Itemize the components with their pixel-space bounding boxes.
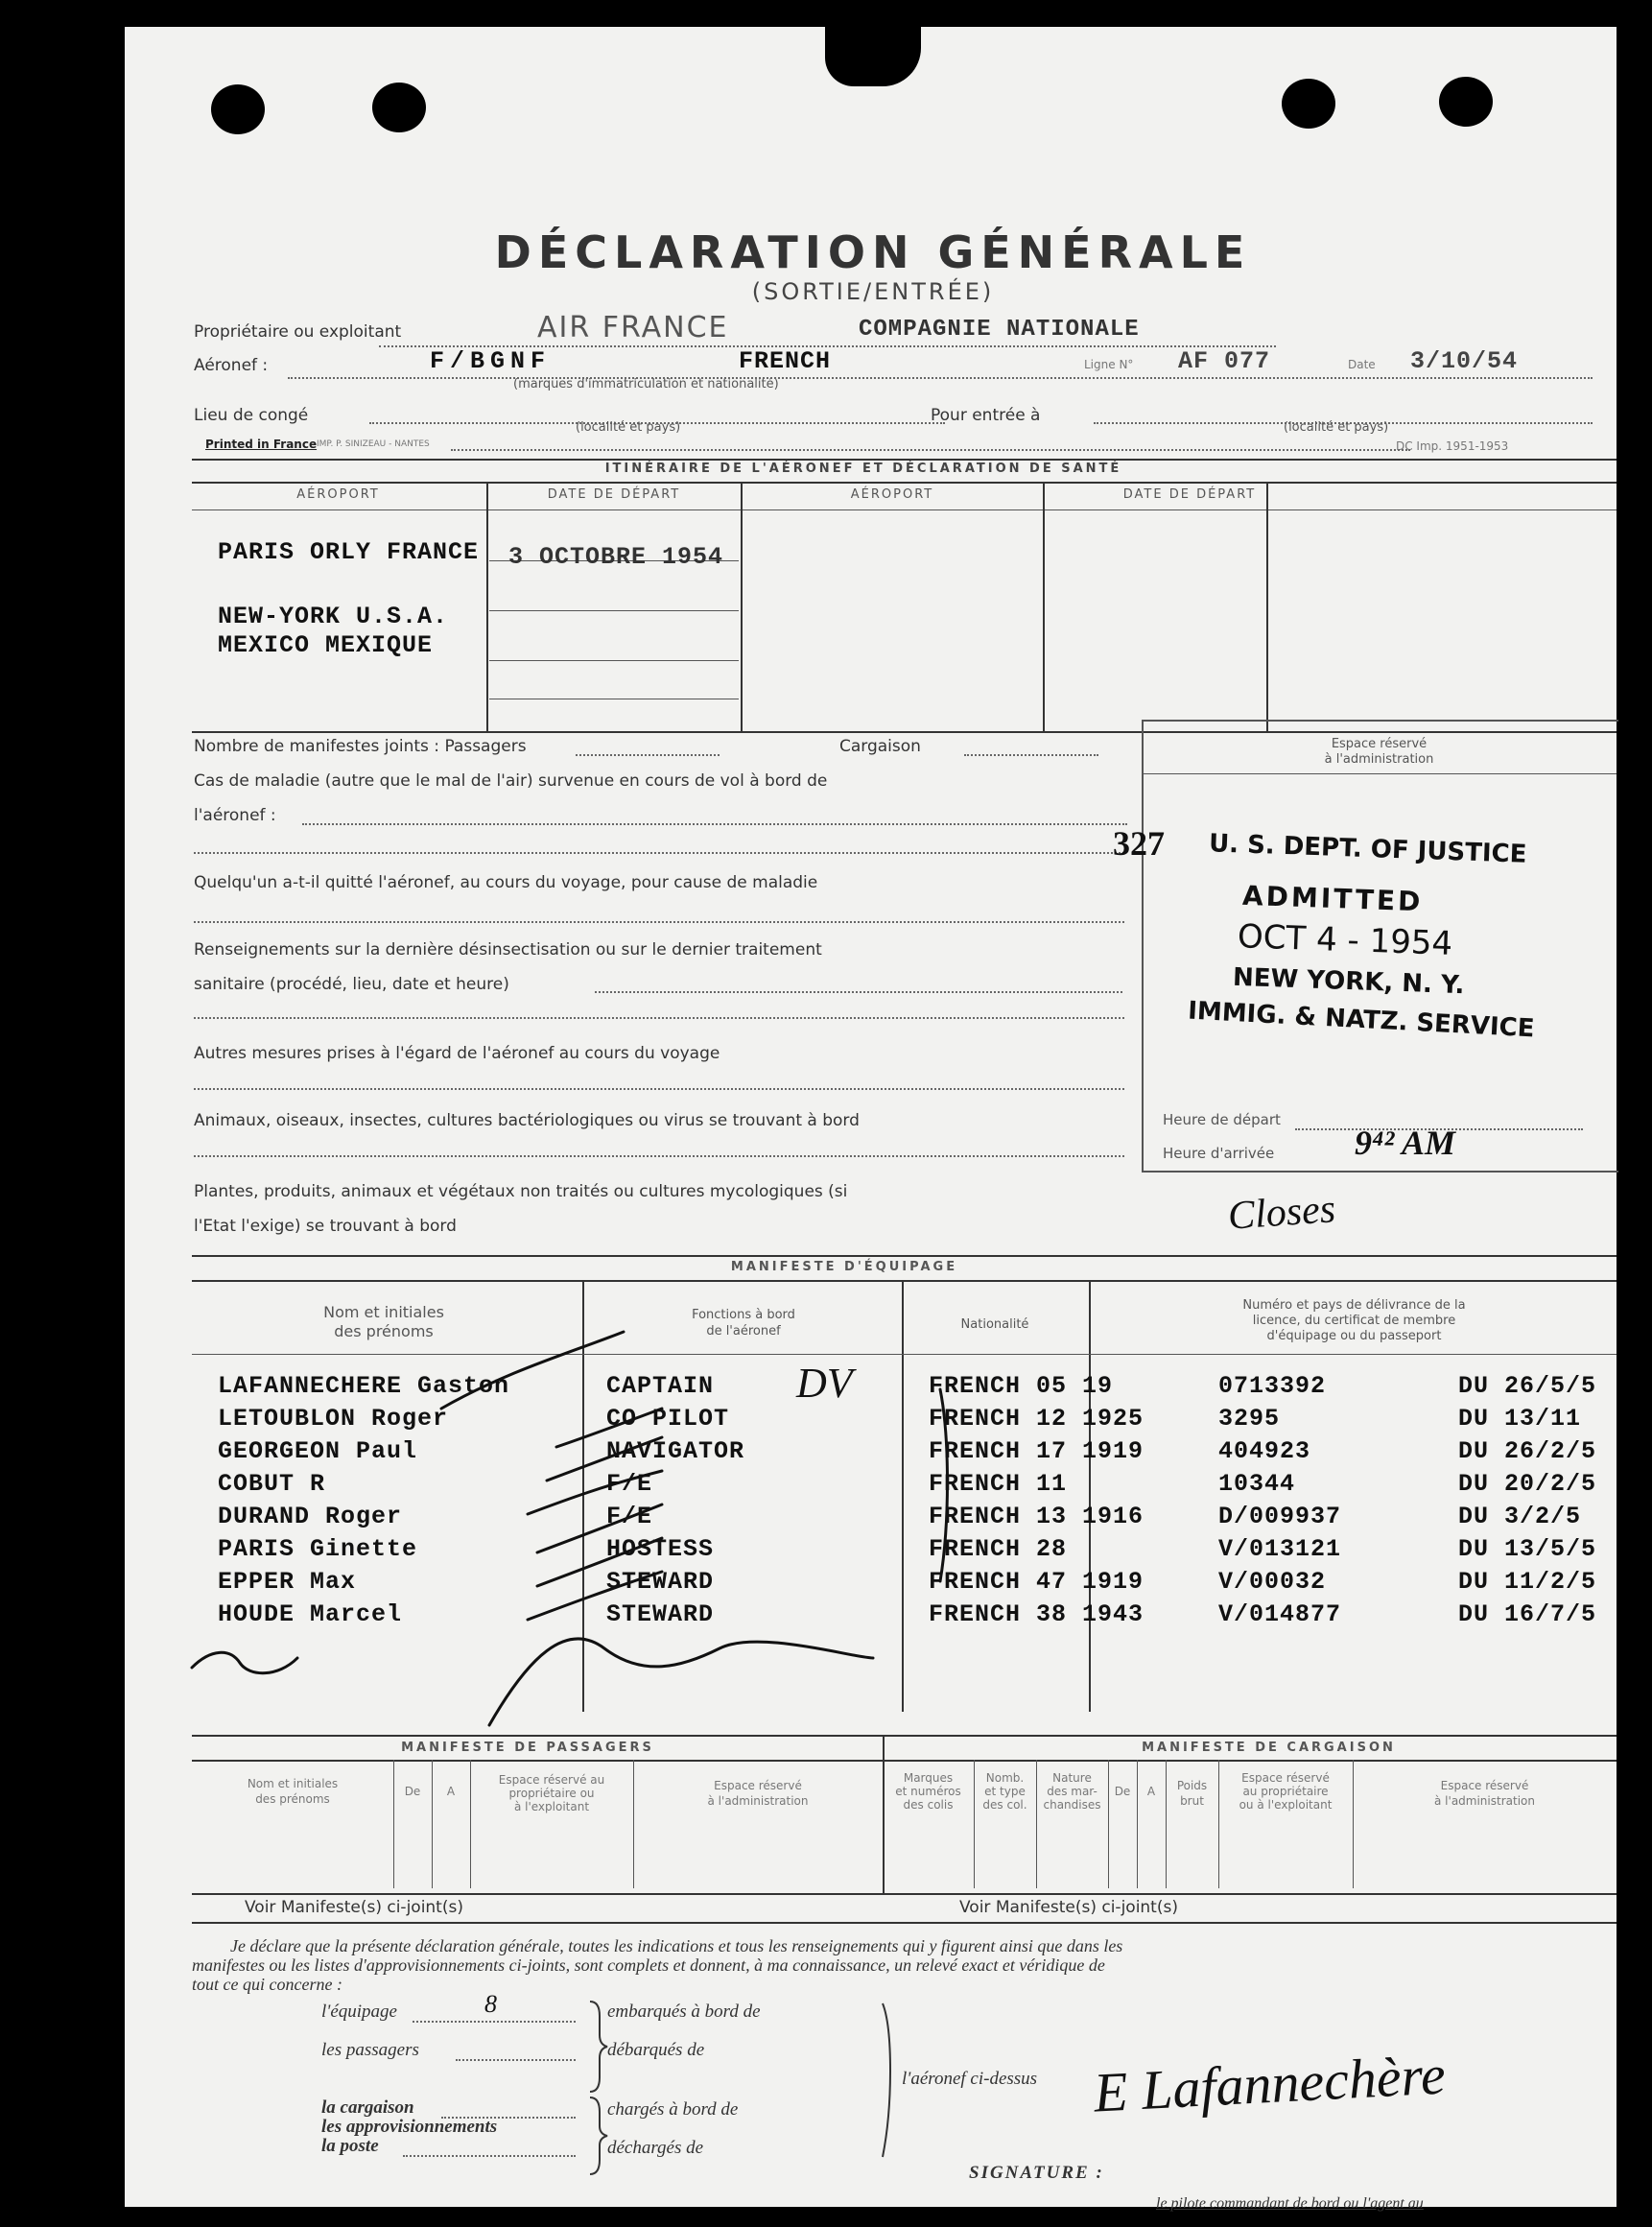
owner-value: AIR FRANCE xyxy=(537,311,729,344)
declaration-line-1: Je déclare que la présente déclaration générale, toutes les indications et tous les renseignements qui y figurent ainsi que dans les xyxy=(230,1936,1123,1955)
cargo-col-owner-2: au propriétaire xyxy=(1242,1785,1329,1798)
pax-col-owner-3: à l'exploitant xyxy=(513,1800,590,1813)
crew-col-nationality: Nationalité xyxy=(960,1317,1029,1332)
flight-date: 3/10/54 xyxy=(1410,347,1519,375)
plants-label-2: l'Etat l'exige) se trouvant à bord xyxy=(194,1217,457,1236)
cargo-label: la cargaison xyxy=(321,2097,414,2118)
cargo-col-from: De xyxy=(1114,1785,1131,1798)
crew-function: HOSTESS xyxy=(606,1535,715,1563)
disinfection-label: Renseignements sur la dernière désinsectisation ou sur le dernier traitement xyxy=(194,940,822,960)
owner-value2: COMPAGNIE NATIONALE xyxy=(859,317,1140,343)
crew-licence: 404923 xyxy=(1218,1437,1311,1465)
pax-col-admin-2: à l'administration xyxy=(707,1794,809,1808)
departure-place-label: Lieu de congé xyxy=(194,406,309,425)
flight-number: AF 077 xyxy=(1178,347,1271,375)
entry-label: Pour entrée à xyxy=(931,406,1041,425)
crew-count-label: l'équipage xyxy=(321,2002,397,2022)
cargo-col-admin-2: à l'administration xyxy=(1434,1794,1535,1808)
cargo-col-nature-2: des mar- xyxy=(1047,1785,1097,1798)
cargo-col-owner: Espace réservé xyxy=(1241,1771,1330,1785)
mail-label: la poste xyxy=(321,2136,379,2156)
crew-col-licence-3: d'équipage ou du passeport xyxy=(1266,1329,1442,1343)
marks-caption: (marques d'immatriculation et nationalité) xyxy=(513,377,779,391)
crew-licence-date: DU 13/11 xyxy=(1458,1405,1582,1433)
crew-col-function-2: de l'aéronef xyxy=(706,1324,781,1339)
crew-nationality: FRENCH 47 1919 xyxy=(929,1568,1145,1596)
pax-col-name-2: des prénoms xyxy=(255,1792,330,1806)
aircraft-label: Aéronef : xyxy=(194,356,269,375)
crew-nationality: FRENCH 13 1916 xyxy=(929,1503,1145,1530)
crew-count-value: 8 xyxy=(484,1990,497,2018)
crew-col-licence: Numéro et pays de délivrance de la xyxy=(1242,1298,1466,1313)
declaration-line-2: manifestes ou les listes d'approvisionnements ci-joints, sont complets et donnent, à ma connaissance, un relevé exact et véridique de xyxy=(192,1955,1105,1975)
crew-licence-date: DU 16/7/5 xyxy=(1458,1600,1597,1628)
embarked-label: embarqués à bord de xyxy=(607,2002,761,2022)
cargo-see-attached: Voir Manifeste(s) ci-joint(s) xyxy=(959,1898,1178,1917)
cargo-col-weight: Poids xyxy=(1176,1779,1208,1792)
arrival-time-handwritten: 9⁴² AM xyxy=(1355,1124,1455,1162)
supplies-label: les approvisionnements xyxy=(321,2117,498,2137)
pax-col-name: Nom et initiales xyxy=(247,1777,339,1790)
crew-function: F/E xyxy=(606,1470,653,1498)
declaration-braces xyxy=(125,27,1617,2207)
declaration-line-3: tout ce qui concerne : xyxy=(192,1975,342,1994)
manifests-label: Nombre de manifestes joints : Passagers xyxy=(194,737,527,756)
other-measures-label: Autres mesures prises à l'égard de l'aéronef au cours du voyage xyxy=(194,1044,720,1063)
printed-in-france: Printed in France xyxy=(205,438,318,451)
crew-name: GEORGEON Paul xyxy=(218,1437,418,1465)
cargo-col-number-2: et type xyxy=(984,1785,1026,1798)
declaration-form-page xyxy=(125,27,1617,2212)
admin-departure-label: Heure de départ xyxy=(1163,1111,1281,1128)
stamp-service: IMMIG. & NATZ. SERVICE xyxy=(1187,996,1536,1044)
cargo-col-number-3: des col. xyxy=(982,1798,1027,1812)
crew-name: DURAND Roger xyxy=(218,1503,403,1530)
pax-col-from: De xyxy=(404,1785,421,1798)
cargo-col-weight-2: brut xyxy=(1180,1794,1204,1808)
pax-col-owner-2: propriétaire ou xyxy=(508,1787,595,1800)
stamp-city: NEW YORK, N. Y. xyxy=(1232,962,1465,1001)
crew-nationality: FRENCH 28 xyxy=(929,1535,1068,1563)
itinerary-col-airport-2: AÉROPORT xyxy=(850,487,934,502)
unloaded-label: déchargés de xyxy=(607,2138,704,2158)
itinerary-col-airport: AÉROPORT xyxy=(296,487,380,502)
crew-col-licence-2: licence, du certificat de membre xyxy=(1252,1314,1456,1328)
crew-licence-date: DU 20/2/5 xyxy=(1458,1470,1597,1498)
disembarked-ill-label: Quelqu'un a-t-il quitté l'aéronef, au cours du voyage, pour cause de maladie xyxy=(194,873,818,892)
cargo-col-nature: Nature xyxy=(1052,1771,1092,1785)
crew-licence: 0713392 xyxy=(1218,1372,1327,1400)
cargo-col-nature-3: chandises xyxy=(1043,1798,1101,1812)
animals-label: Animaux, oiseaux, insectes, cultures bactériologiques ou virus se trouvant à bord xyxy=(194,1111,860,1130)
locality-caption-2: (localité et pays) xyxy=(1284,420,1389,435)
crew-nationality: FRENCH 17 1919 xyxy=(929,1437,1145,1465)
crew-function: NAVIGATOR xyxy=(606,1437,745,1465)
admin-box-heading-2: à l'administration xyxy=(1324,752,1434,767)
crew-licence-date: DU 26/2/5 xyxy=(1458,1437,1597,1465)
crew-licence-date: DU 13/5/5 xyxy=(1458,1535,1597,1563)
crew-nationality: FRENCH 12 1925 xyxy=(929,1405,1145,1433)
itinerary-heading: ITINÉRAIRE DE L'AÉRONEF ET DÉCLARATION DE SANTÉ xyxy=(604,462,1122,476)
aircraft-nationality: FRENCH xyxy=(739,347,832,375)
crew-name: PARIS Ginette xyxy=(218,1535,418,1563)
crew-licence: 3295 xyxy=(1218,1405,1281,1433)
crew-licence: V/00032 xyxy=(1218,1568,1327,1596)
locality-caption: (localité et pays) xyxy=(576,420,681,435)
cargo-col-marks-2: et numéros xyxy=(895,1785,961,1798)
crew-name: HOUDE Marcel xyxy=(218,1600,403,1628)
crew-function: CO PILOT xyxy=(606,1405,730,1433)
admin-box-heading: Espace réservé xyxy=(1331,737,1428,751)
cargo-col-to: A xyxy=(1146,1785,1156,1798)
crew-col-function: Fonctions à bord xyxy=(692,1308,795,1322)
crew-name: COBUT R xyxy=(218,1470,326,1498)
crew-licence: D/009937 xyxy=(1218,1503,1342,1530)
form-reference: DC Imp. 1951-1953 xyxy=(1396,439,1509,453)
crew-function: STEWARD xyxy=(606,1568,715,1596)
crew-heading: MANIFESTE D'ÉQUIPAGE xyxy=(730,1260,958,1274)
crew-name: EPPER Max xyxy=(218,1568,357,1596)
aircraft-above-label: l'aéronef ci-dessus xyxy=(902,2069,1038,2089)
cargo-col-owner-3: ou à l'exploitant xyxy=(1239,1798,1333,1812)
itinerary-col-date: DATE DE DÉPART xyxy=(547,487,681,502)
passengers-label: les passagers xyxy=(321,2040,419,2060)
date-label: Date xyxy=(1348,358,1376,371)
crew-name: LETOUBLON Roger xyxy=(218,1405,449,1433)
signature-label: SIGNATURE : xyxy=(969,2163,1104,2183)
crew-col-name: Nom et initiales xyxy=(323,1303,444,1321)
crew-nationality: FRENCH 38 1943 xyxy=(929,1600,1145,1628)
owner-label: Propriétaire ou exploitant xyxy=(194,322,402,342)
disinfection-label-2: sanitaire (procédé, lieu, date et heure) xyxy=(194,975,509,994)
illness-label-2: l'aéronef : xyxy=(194,806,276,825)
crew-function: STEWARD xyxy=(606,1600,715,1628)
itinerary-col-date-2: DATE DE DÉPART xyxy=(1122,487,1257,502)
pax-col-to: A xyxy=(446,1785,456,1798)
cargo-heading: MANIFESTE DE CARGAISON xyxy=(1142,1741,1396,1755)
stamp-number: 327 xyxy=(1113,824,1165,863)
itinerary-date: 3 OCTOBRE 1954 xyxy=(508,543,724,571)
signatory-caption: le pilote commandant de bord ou l'agent au xyxy=(1156,2195,1424,2212)
signature-value: E Lafannechère xyxy=(1092,2043,1448,2124)
crew-licence: V/013121 xyxy=(1218,1535,1342,1563)
cargo-col-marks: Marques xyxy=(903,1771,954,1785)
plants-label: Plantes, produits, animaux et végétaux non traités ou cultures mycologiques (si xyxy=(194,1182,848,1201)
stamp-admitted: ADMITTED xyxy=(1241,879,1424,918)
stamp-dept: U. S. DEPT. OF JUSTICE xyxy=(1208,829,1527,869)
stamp-date: OCT 4 - 1954 xyxy=(1237,917,1453,963)
passenger-heading: MANIFESTE DE PASSAGERS xyxy=(401,1741,654,1755)
page-title: DÉCLARATION GÉNÉRALE xyxy=(494,226,1252,278)
crew-licence-date: DU 11/2/5 xyxy=(1458,1568,1597,1596)
pax-see-attached: Voir Manifeste(s) ci-joint(s) xyxy=(245,1898,463,1917)
flight-label: Ligne N° xyxy=(1084,358,1134,371)
crew-name: LAFANNECHERE Gaston xyxy=(218,1372,510,1400)
illness-label: Cas de maladie (autre que le mal de l'air) survenue en cours de vol à bord de xyxy=(194,771,828,791)
crew-licence-date: DU 26/5/5 xyxy=(1458,1372,1597,1400)
cargo-col-admin: Espace réservé xyxy=(1440,1779,1529,1792)
crew-function: F/E xyxy=(606,1503,653,1530)
cargo-col-number: Nomb. xyxy=(985,1771,1025,1785)
crew-nationality: FRENCH 11 xyxy=(929,1470,1068,1498)
disembarked-label: débarqués de xyxy=(607,2040,705,2060)
crew-function: CAPTAIN xyxy=(606,1372,715,1400)
crew-col-name-2: des prénoms xyxy=(334,1322,434,1340)
admin-arrival-label: Heure d'arrivée xyxy=(1163,1145,1275,1162)
itinerary-airport: NEW-YORK U.S.A. xyxy=(218,603,449,630)
pax-col-admin: Espace réservé xyxy=(714,1779,802,1792)
crew-licence: 10344 xyxy=(1218,1470,1296,1498)
itinerary-airport: MEXICO MEXIQUE xyxy=(218,631,434,659)
crew-licence-date: DU 3/2/5 xyxy=(1458,1503,1582,1530)
printer-name: IMP. P. SINIZEAU - NANTES xyxy=(317,439,430,449)
closed-handwritten: Closes xyxy=(1226,1187,1337,1239)
loaded-label: chargés à bord de xyxy=(607,2099,739,2120)
crew-licence: V/014877 xyxy=(1218,1600,1342,1628)
crew-nationality: FRENCH 05 19 xyxy=(929,1372,1114,1400)
cargo-col-marks-3: des colis xyxy=(903,1798,954,1812)
page-subtitle: (SORTIE/ENTRÉE) xyxy=(751,278,995,305)
cargo-count-label: Cargaison xyxy=(839,737,921,756)
pax-col-owner: Espace réservé au xyxy=(498,1773,605,1787)
crew-handwritten-initials: DV xyxy=(796,1360,853,1407)
itinerary-airport: PARIS ORLY FRANCE xyxy=(218,538,480,566)
aircraft-registration: F/BGNF xyxy=(430,347,552,375)
